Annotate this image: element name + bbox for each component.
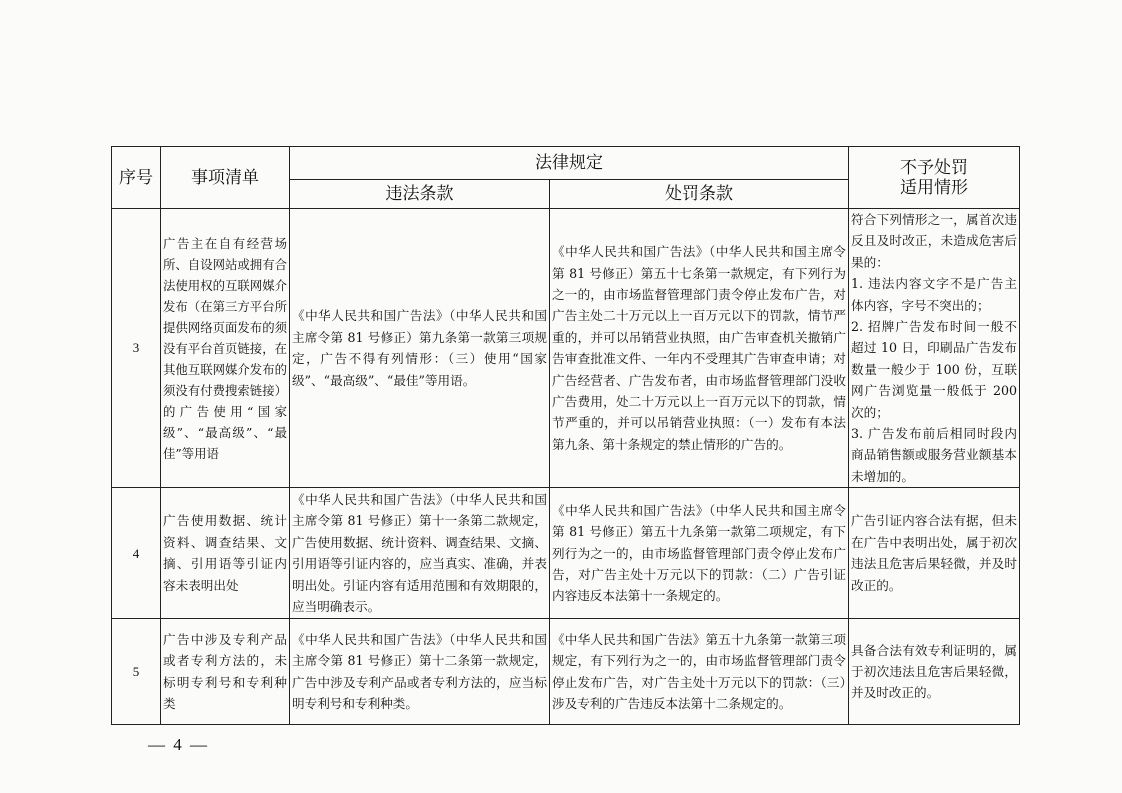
cell-violation: 《中华人民共和国广告法》（中华人民共和国主席令第 81 号修正）第十一条第二款规定，广告使用数据、统计资料、调查结果、文摘、引用语等引证内容的，应当真实、准确，并表明出处。引证内容有适用范围和有效期限的，应当明确表示。 — [290, 488, 550, 619]
header-legal: 法律规定 — [290, 147, 849, 180]
header-exemption: 不予处罚 适用情形 — [849, 147, 1020, 209]
header-item: 事项清单 — [161, 147, 290, 209]
cell-item: 广告使用数据、统计资料、调查结果、文摘、引用语等引证内容未表明出处 — [161, 488, 290, 619]
cell-violation: 《中华人民共和国广告法》（中华人民共和国主席令第 81 号修正）第九条第一款第三项规定，广告不得有列情形：（三）使用“国家级”、“最高级”、“最佳”等用语。 — [290, 209, 550, 488]
cell-item: 广告中涉及专利产品或者专利方法的，未标明专利号和专利种类 — [161, 619, 290, 725]
cell-exemption: 符合下列情形之一，属首次违反且及时改正，未造成危害后果的： 1. 违法内容文字不是广告主体内容，字号不突出的； 2. 招牌广告发布时间一般不超过 10 日，印刷品广告发布数量一般少于 100 份，互联网广告浏览量一般低于 200 次的； 3. 广告发布前后相同时段内商品销售额或服务营业额基本未增加的。 — [849, 209, 1020, 488]
regulation-table — [111, 146, 1020, 725]
cell-seq: 5 — [112, 619, 161, 725]
header-penalty: 处罚条款 — [550, 180, 849, 209]
cell-penalty: 《中华人民共和国广告法》（中华人民共和国主席令第 81 号修正）第五十七条第一款规定，有下列行为之一的，由市场监督管理部门责令停止发布广告，对广告主处二十万元以上一百万元以下的罚款，情节严重的，并可以吊销营业执照，由广告审查机关撤销广告审查批准文件、一年内不受理其广告审查申请；对广告经营者、广告发布者，由市场监督管理部门没收广告费用，处二十万元以上一百万元以下的罚款，情节严重的，并可以吊销营业执照：（一）发布有本法第九条、第十条规定的禁止情形的广告的。 — [550, 209, 849, 488]
cell-penalty: 《中华人民共和国广告法》（中华人民共和国主席令第 81 号修正）第五十九条第一款第二项规定，有下列行为之一的，由市场监督管理部门责令停止发布广告，对广告主处十万元以下的罚款：（二）广告引证内容违反本法第十一条规定的。 — [550, 488, 849, 619]
table-row — [112, 488, 1020, 619]
cell-seq: 4 — [112, 488, 161, 619]
cell-exemption: 广告引证内容合法有据，但未在广告中表明出处，属于初次违法且危害后果轻微，并及时改正的。 — [849, 488, 1020, 619]
table-row — [112, 209, 1020, 488]
cell-item: 广告主在自有经营场所、自设网站或拥有合法使用权的互联网媒介发布（在第三方平台所提供网络页面发布的须没有平台首页链接，在其他互联网媒介发布的须没有付费搜索链接）的广告使用“国家级”、“最高级”、“最佳”等用语 — [161, 209, 290, 488]
header-row-1 — [112, 147, 1020, 180]
header-seq: 序号 — [112, 147, 161, 209]
cell-penalty: 《中华人民共和国广告法》第五十九条第一款第三项规定，有下列行为之一的，由市场监督管理部门责令停止发布广告，对广告主处十万元以下的罚款：（三）涉及专利的广告违反本法第十二条规定的。 — [550, 619, 849, 725]
page-number: — 4 — — [148, 735, 209, 754]
cell-violation: 《中华人民共和国广告法》（中华人民共和国主席令第 81 号修正）第十二条第一款规定，广告中涉及专利产品或者专利方法的，应当标明专利号和专利种类。 — [290, 619, 550, 725]
cell-exemption: 具备合法有效专利证明的，属于初次违法且危害后果轻微，并及时改正的。 — [849, 619, 1020, 725]
header-violation: 违法条款 — [290, 180, 550, 209]
table-row — [112, 619, 1020, 725]
cell-seq: 3 — [112, 209, 161, 488]
